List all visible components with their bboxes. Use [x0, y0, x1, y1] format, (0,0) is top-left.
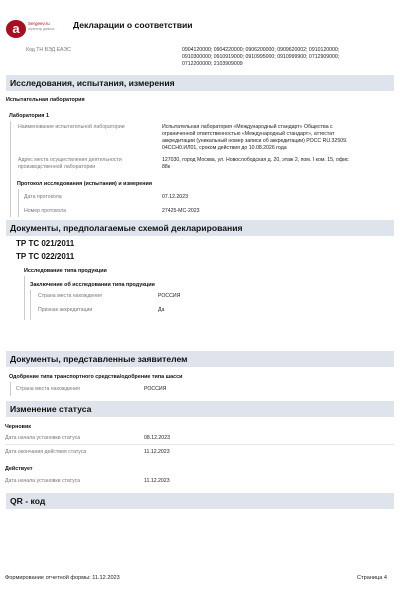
section-qr-code: QR - код: [6, 493, 394, 509]
scheme-country-label: Страна места нахождения: [38, 293, 102, 299]
protocol-number-label: Номер протокола: [24, 208, 67, 214]
lab-address-label-line-1: Адрес места осуществления деятельности: [18, 157, 122, 163]
section-status-change: Изменение статуса: [6, 401, 394, 417]
active-start-date: 11.12.2023: [144, 478, 170, 484]
draft-end-label: Дата окончания действия статуса: [5, 449, 87, 455]
lab-address-label-line-2: производственной лаборатории: [18, 164, 96, 170]
lab-address-line-1: 127030, город Москва, ул. Новослободская д. 20, этаж 2, пом. I ком. 15, офис: [162, 157, 349, 163]
tn-ved-line-2: 0910300000; 0910919000; 0910995000; 0910999900; 0712909000;: [182, 54, 340, 60]
brand-tagline: агрегатор данных: [28, 27, 55, 31]
protocol-date: 07.12.2023: [162, 194, 188, 200]
status-active: Действует: [5, 466, 33, 472]
protocol-tree-line: [18, 189, 19, 217]
protocol-number: 27425-МС-2023: [162, 208, 200, 214]
report-generation-date: Формирование отчетной формы: 11.12.2023: [5, 575, 120, 581]
tp-021-2011: ТР ТС 021/2011: [16, 239, 75, 248]
lab-address-line-2: 88к: [162, 164, 171, 170]
applicant-country: РОССИЯ: [144, 386, 167, 392]
lab-tree-line: [10, 121, 11, 217]
scheme-country: РОССИЯ: [158, 293, 181, 299]
research-tree-line: [24, 276, 25, 320]
brand-logo-icon: а: [6, 20, 26, 38]
accreditation-value: Да: [158, 307, 165, 313]
product-type-research: Исследование типа продукции: [24, 268, 107, 274]
lab-1-heading: Лаборатория 1: [9, 113, 49, 119]
lab-name-line-2: ограниченной ответственностью «Международный стандарт», аттестат: [162, 131, 335, 137]
accreditation-label: Признак аккредитации: [38, 307, 93, 313]
approval-tree-line: [10, 382, 11, 396]
lab-name-label: Наименование испытательной лаборатории: [18, 124, 125, 130]
active-start-label: Дата начала установки статуса: [5, 478, 81, 484]
lab-name-line-4: 04ССН0.ИЛ01, сроком действия до 10.08.2026 года: [162, 145, 287, 151]
tp-022-2011: ТР ТС 022/2011: [16, 252, 75, 261]
tn-ved-label: Код ТН ВЭД ЕАЭС: [26, 47, 71, 53]
lab-name-line-3: аккредитации (уникальный номер записи об аккредитации) РОСС RU.32509.: [162, 138, 348, 144]
draft-end-date: 11.12.2023: [144, 449, 170, 455]
document-title: Декларации о соответствии: [73, 20, 193, 30]
lab-heading: Испытательная лаборатория: [6, 97, 85, 103]
protocol-heading: Протокол исследования (испытания) и измерения: [17, 181, 152, 187]
tn-ved-line-1: 0904120000; 0904220000; 0906200000; 0909620002; 0910120000;: [182, 47, 340, 53]
section-applicant-documents: Документы, представленные заявителем: [6, 351, 394, 367]
section-research: Исследования, испытания, измерения: [6, 75, 394, 91]
section-scheme-documents: Документы, предполагаемые схемой декларирования: [6, 220, 394, 236]
draft-start-date: 08.12.2023: [144, 435, 170, 441]
protocol-date-label: Дата протокола: [24, 194, 62, 200]
page-number: Страница 4: [357, 575, 388, 581]
brand-name: Sergeev.ru: [28, 21, 50, 26]
product-type-conclusion: Заключение об исследовании типа продукции: [30, 282, 155, 288]
conclusion-tree-line: [30, 290, 31, 320]
approval-heading: Одобрение типа транспортного средства/одобрение типа шасси: [9, 374, 183, 380]
status-draft: Черновик: [5, 424, 31, 430]
status-divider-1: [5, 444, 394, 445]
draft-start-label: Дата начала установки статуса: [5, 435, 81, 441]
lab-name-line-1: Испытательная лаборатория «Международный стандарт» Общества с: [162, 124, 333, 130]
tn-ved-line-3: 0712200000; 2103909009: [182, 61, 243, 67]
applicant-country-label: Страна места нахождения: [16, 386, 80, 392]
